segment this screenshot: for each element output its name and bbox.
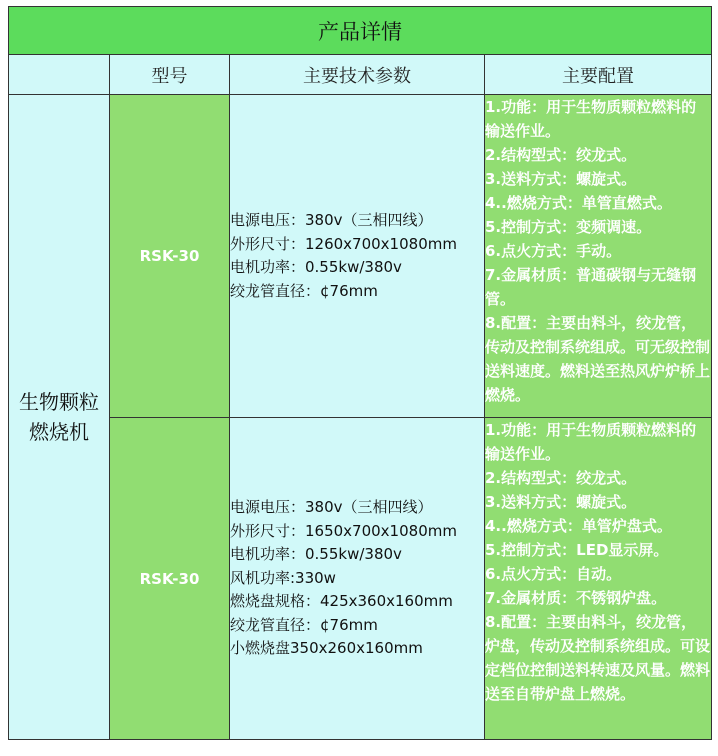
product-row-2 <box>9 418 712 740</box>
config-line: 6.点火方式：手动。 <box>485 242 622 260</box>
config-line: 7.金属材质：普通碳钢与无缝钢管。 <box>485 266 697 308</box>
header-empty <box>9 55 110 95</box>
product-name <box>9 95 110 740</box>
config-line: 4..燃烧方式：单管直燃式。 <box>485 194 672 212</box>
config-line: 4..燃烧方式：单管炉盘式。 <box>485 517 672 535</box>
params-cell <box>230 418 485 740</box>
config-cell <box>485 418 712 740</box>
config-line: 3.送料方式：螺旋式。 <box>485 493 637 511</box>
params-cell <box>230 95 485 418</box>
param-line: 绞龙管直径：¢76mm <box>230 281 378 300</box>
product-spec-table <box>8 6 712 740</box>
param-line: 电源电压：380v（三相四线） <box>230 498 433 517</box>
config-line: 3.送料方式：螺旋式。 <box>485 170 637 188</box>
config-line: 5.控制方式：LED显示屏。 <box>485 541 669 559</box>
param-line: 风机功率:330w <box>230 568 336 587</box>
title-row <box>9 7 712 55</box>
config-line: 2.结构型式：绞龙式。 <box>485 146 637 164</box>
param-line: 电机功率：0.55kw/380v <box>230 545 402 564</box>
header-row <box>9 55 712 95</box>
param-line: 绞龙管直径：¢76mm <box>230 615 378 634</box>
config-line: 1.功能：用于生物质颗粒燃料的输送作业。 <box>485 421 697 463</box>
param-line: 外形尺寸：1650x700x1080mm <box>230 521 457 540</box>
config-line: 1.功能：用于生物质颗粒燃料的输送作业。 <box>485 98 697 140</box>
product-row-1 <box>9 95 712 418</box>
model-cell: RSK-30 <box>110 95 230 418</box>
product-name-line: 燃烧机 <box>29 420 89 444</box>
table-title: 产品详情 <box>9 7 712 55</box>
param-line: 小燃烧盘350x260x160mm <box>230 639 423 658</box>
header-config: 主要配置 <box>485 55 712 95</box>
model-cell: RSK-30 <box>110 418 230 740</box>
config-line: 2.结构型式：绞龙式。 <box>485 469 637 487</box>
config-line: 6.点火方式：自动。 <box>485 565 622 583</box>
product-name-line: 生物颗粒 <box>19 390 99 414</box>
config-line: 5.控制方式：变频调速。 <box>485 218 652 236</box>
param-line: 燃烧盘规格：425x360x160mm <box>230 592 453 611</box>
config-line: 7.金属材质：不锈钢炉盘。 <box>485 589 667 607</box>
param-line: 电机功率：0.55kw/380v <box>230 258 402 276</box>
config-cell <box>485 95 712 418</box>
config-line: 8.配置：主要由料斗，绞龙管，炉盘，传动及控制系统组成。可设定档位控制送料转速及风量。燃料送至自带炉盘上燃烧。 <box>485 613 711 703</box>
config-line: 8.配置：主要由料斗，绞龙管，传动及控制系统组成。可无级控制送料速度。燃料送至热风炉炉桥上燃烧。 <box>485 314 711 404</box>
header-params: 主要技术参数 <box>230 55 485 95</box>
header-model: 型号 <box>110 55 230 95</box>
param-line: 电源电压：380v（三相四线） <box>230 211 433 229</box>
param-line: 外形尺寸：1260x700x1080mm <box>230 234 457 253</box>
